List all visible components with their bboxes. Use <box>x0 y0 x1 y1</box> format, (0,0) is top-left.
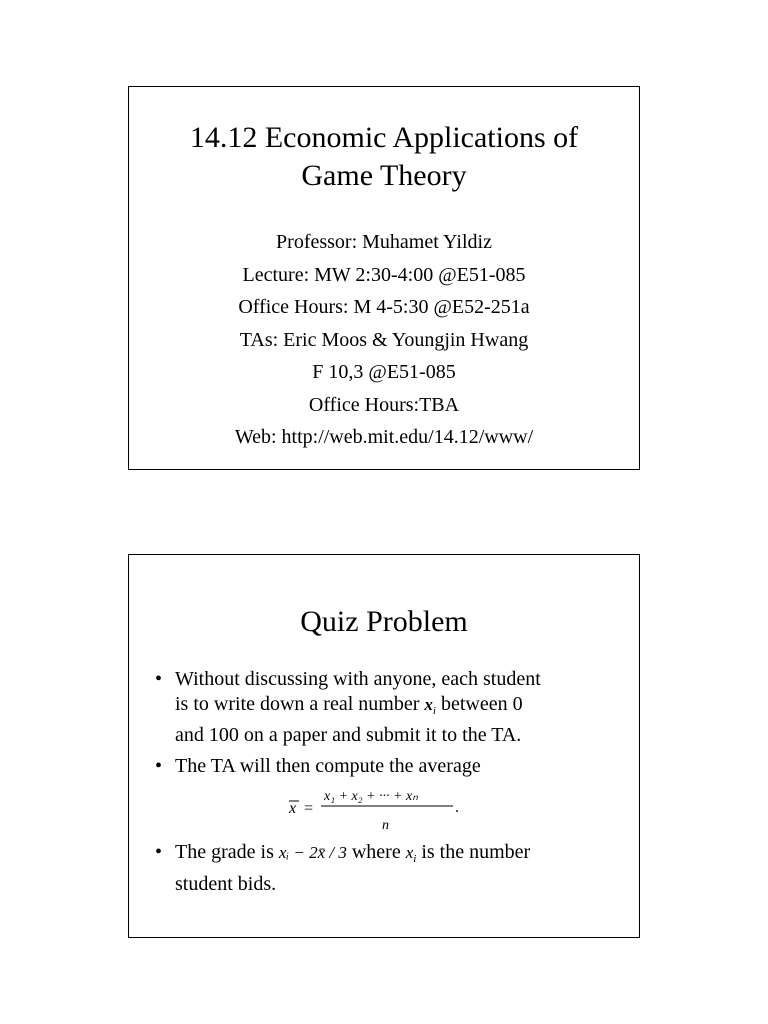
grade-formula: xᵢ − 2x̄ / 3 <box>278 843 347 862</box>
bullet-text-part: where <box>346 841 406 863</box>
formula-denominator: n <box>382 818 389 833</box>
course-title-line-1: 14.12 Economic Applications of <box>189 121 579 154</box>
math-sub-i: i <box>413 853 417 865</box>
bullet-item-average <box>153 754 623 779</box>
math-var-x: x <box>424 694 433 714</box>
slide-course-info <box>128 86 640 470</box>
formula-equals: = <box>304 800 314 817</box>
formula-end: . <box>455 799 459 816</box>
bullet-text-part: is the number <box>416 841 531 863</box>
bullet-text: The TA will then compute the average <box>175 754 481 777</box>
slide-quiz-problem <box>128 554 640 938</box>
bullet-marker: • <box>155 668 163 690</box>
tas-line: TAs: Eric Moos & Youngjin Hwang <box>239 328 529 351</box>
course-title <box>129 119 639 195</box>
recitation-line: F 10,3 @E51-085 <box>312 361 456 383</box>
bullet-text-part: is to write down a real number <box>175 692 425 715</box>
ta-office-hours-line: Office Hours:TBA <box>308 393 460 416</box>
bullet-text: and 100 on a paper and submit it to the TA. <box>175 724 522 746</box>
math-var-x: x <box>405 843 414 862</box>
bullet-text-part: The grade is <box>175 841 279 863</box>
formula-numerator: x₁ + x₂ + ··· + xₙ <box>324 789 418 804</box>
bullet-marker: • <box>155 841 163 863</box>
bullet-text: student bids. <box>175 872 277 895</box>
formula-lhs: x <box>289 800 297 817</box>
office-hours-line: Office Hours: M 4-5:30 @E52-251a <box>238 296 530 318</box>
bullet-text-part: between 0 <box>435 692 523 715</box>
bullet-text: Without discussing with anyone, each student <box>175 668 541 690</box>
web-line: Web: http://web.mit.edu/14.12/www/ <box>234 426 534 448</box>
quiz-bullet-list <box>153 667 623 896</box>
course-info-list <box>129 226 639 454</box>
professor-line: Professor: Muhamet Yildiz <box>276 231 492 253</box>
bullet-item-instructions <box>153 667 623 748</box>
bullet-text <box>175 840 623 872</box>
bullet-item-grade <box>153 840 623 896</box>
math-sub-i: i <box>432 704 436 717</box>
average-formula <box>153 778 623 840</box>
course-title-line-2: Game Theory <box>301 159 467 192</box>
lecture-line: Lecture: MW 2:30-4:00 @E51-085 <box>242 263 526 286</box>
average-formula-graphic <box>153 778 623 840</box>
quiz-title: Quiz Problem <box>300 605 468 638</box>
bullet-marker: • <box>155 754 163 777</box>
bullet-text <box>175 692 623 724</box>
